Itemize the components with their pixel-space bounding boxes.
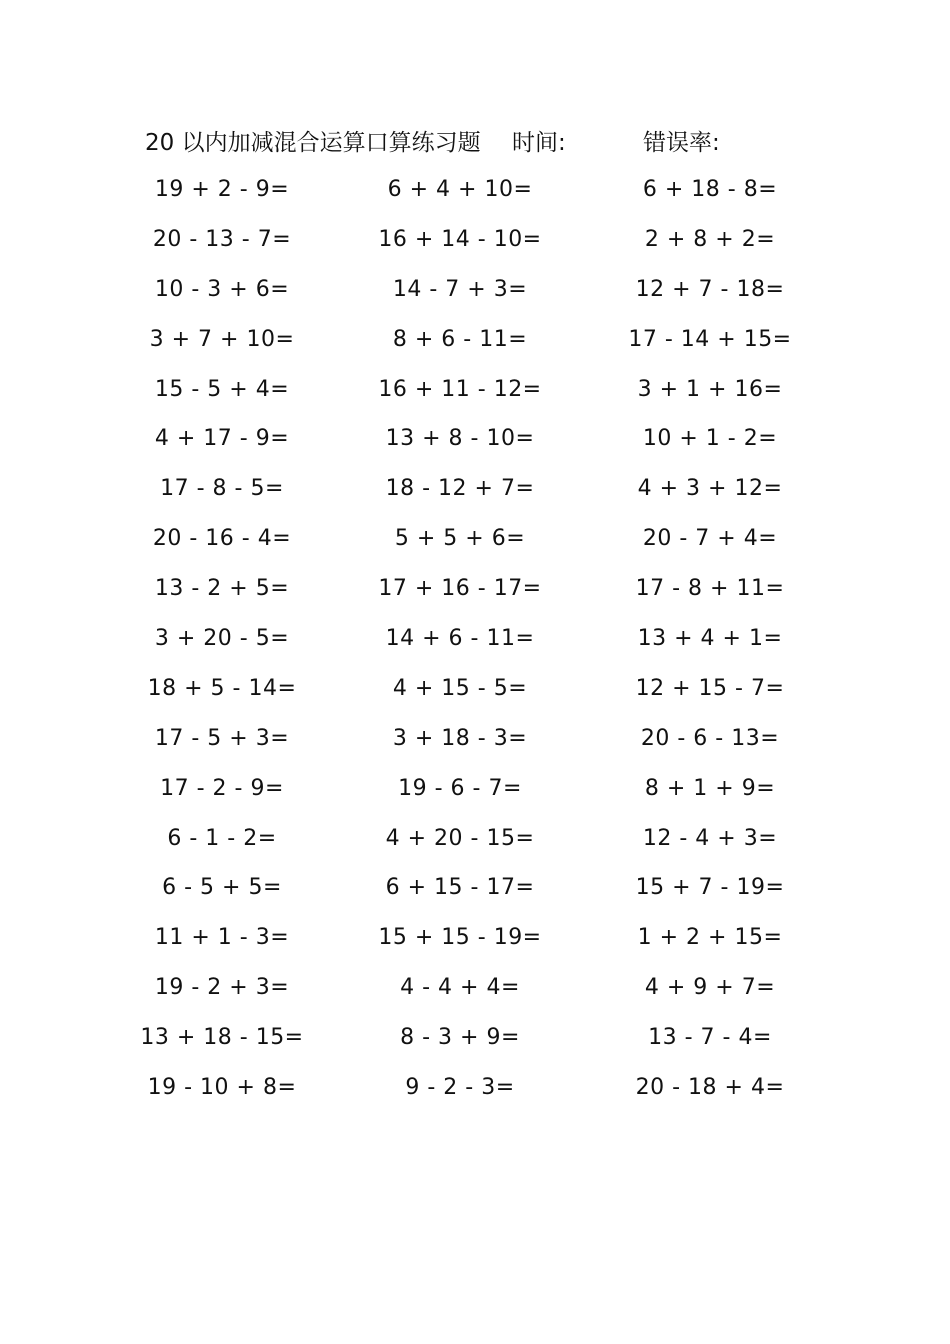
arithmetic-problem: 12 - 4 + 3= bbox=[642, 825, 778, 851]
arithmetic-problem: 6 - 5 + 5= bbox=[162, 875, 282, 901]
arithmetic-problem: 10 + 1 - 2= bbox=[642, 426, 778, 452]
arithmetic-problem: 20 - 16 - 4= bbox=[152, 526, 292, 552]
arithmetic-problem: 12 + 15 - 7= bbox=[635, 675, 785, 701]
arithmetic-problem: 15 - 5 + 4= bbox=[154, 376, 290, 402]
arithmetic-problem: 13 + 4 + 1= bbox=[637, 626, 783, 652]
problem-row bbox=[0, 715, 950, 765]
arithmetic-problem: 17 - 8 + 11= bbox=[635, 576, 785, 602]
arithmetic-problem: 4 - 4 + 4= bbox=[400, 975, 520, 1001]
arithmetic-problem: 6 + 15 - 17= bbox=[385, 875, 535, 901]
arithmetic-problem: 14 - 7 + 3= bbox=[392, 276, 528, 302]
arithmetic-problem: 16 + 14 - 10= bbox=[378, 226, 542, 252]
arithmetic-problem: 8 - 3 + 9= bbox=[400, 1025, 520, 1051]
arithmetic-problem: 20 - 6 - 13= bbox=[640, 725, 780, 751]
problem-row bbox=[0, 415, 950, 465]
problem-row bbox=[0, 665, 950, 715]
problem-row bbox=[0, 1064, 950, 1114]
arithmetic-problem: 13 + 8 - 10= bbox=[385, 426, 535, 452]
arithmetic-problem: 8 + 1 + 9= bbox=[644, 775, 776, 801]
arithmetic-problem: 6 - 1 - 2= bbox=[167, 825, 277, 851]
arithmetic-problem: 18 - 12 + 7= bbox=[385, 476, 535, 502]
arithmetic-problem: 19 - 6 - 7= bbox=[398, 775, 522, 801]
problem-row bbox=[0, 166, 950, 216]
arithmetic-problem: 8 + 6 - 11= bbox=[392, 326, 528, 352]
problem-row bbox=[0, 914, 950, 964]
worksheet-header bbox=[0, 124, 950, 164]
arithmetic-problem: 1 + 2 + 15= bbox=[637, 925, 783, 951]
arithmetic-problem: 15 + 15 - 19= bbox=[378, 925, 542, 951]
arithmetic-problem: 20 - 7 + 4= bbox=[642, 526, 778, 552]
problem-row bbox=[0, 864, 950, 914]
arithmetic-problem: 18 + 5 - 14= bbox=[147, 675, 297, 701]
time-label: 时间: bbox=[512, 130, 566, 156]
arithmetic-problem: 19 - 2 + 3= bbox=[154, 975, 290, 1001]
arithmetic-problem: 2 + 8 + 2= bbox=[644, 226, 776, 252]
arithmetic-problem: 10 - 3 + 6= bbox=[154, 276, 290, 302]
arithmetic-problem: 16 + 11 - 12= bbox=[378, 376, 542, 402]
arithmetic-problem: 13 - 2 + 5= bbox=[154, 576, 290, 602]
problem-row bbox=[0, 465, 950, 515]
arithmetic-problem: 17 - 2 - 9= bbox=[160, 775, 284, 801]
arithmetic-problem: 4 + 3 + 12= bbox=[637, 476, 783, 502]
arithmetic-problem: 3 + 7 + 10= bbox=[149, 326, 295, 352]
arithmetic-problem: 19 - 10 + 8= bbox=[147, 1075, 297, 1101]
problem-row bbox=[0, 515, 950, 565]
arithmetic-problem: 9 - 2 - 3= bbox=[405, 1075, 515, 1101]
arithmetic-problem: 12 + 7 - 18= bbox=[635, 276, 785, 302]
arithmetic-problem: 3 + 20 - 5= bbox=[154, 626, 290, 652]
arithmetic-problem: 6 + 18 - 8= bbox=[642, 177, 778, 202]
problem-row bbox=[0, 366, 950, 416]
error-rate-label: 错误率: bbox=[643, 130, 720, 156]
arithmetic-problem: 13 + 18 - 15= bbox=[140, 1025, 304, 1051]
worksheet-title: 20 以内加减混合运算口算练习题 bbox=[145, 130, 481, 156]
arithmetic-problem: 4 + 9 + 7= bbox=[644, 975, 776, 1001]
problem-row bbox=[0, 316, 950, 366]
problem-grid bbox=[0, 166, 950, 1114]
problem-row bbox=[0, 964, 950, 1014]
problem-row bbox=[0, 765, 950, 815]
arithmetic-problem: 14 + 6 - 11= bbox=[385, 626, 535, 652]
arithmetic-problem: 19 + 2 - 9= bbox=[154, 177, 290, 202]
arithmetic-problem: 11 + 1 - 3= bbox=[154, 925, 290, 951]
problem-row bbox=[0, 266, 950, 316]
arithmetic-problem: 15 + 7 - 19= bbox=[635, 875, 785, 901]
problem-row bbox=[0, 615, 950, 665]
arithmetic-problem: 4 + 17 - 9= bbox=[154, 426, 290, 452]
problem-row bbox=[0, 1014, 950, 1064]
arithmetic-problem: 5 + 5 + 6= bbox=[394, 526, 526, 552]
problem-row bbox=[0, 216, 950, 266]
problem-row bbox=[0, 565, 950, 615]
problem-row bbox=[0, 815, 950, 865]
arithmetic-problem: 20 - 18 + 4= bbox=[635, 1075, 785, 1101]
arithmetic-problem: 20 - 13 - 7= bbox=[152, 226, 292, 252]
arithmetic-problem: 3 + 18 - 3= bbox=[392, 725, 528, 751]
arithmetic-problem: 4 + 15 - 5= bbox=[392, 675, 528, 701]
arithmetic-problem: 17 - 14 + 15= bbox=[628, 326, 792, 352]
arithmetic-problem: 17 + 16 - 17= bbox=[378, 576, 542, 602]
arithmetic-problem: 17 - 5 + 3= bbox=[154, 725, 290, 751]
arithmetic-problem: 6 + 4 + 10= bbox=[387, 177, 533, 202]
arithmetic-problem: 17 - 8 - 5= bbox=[160, 476, 284, 502]
arithmetic-problem: 13 - 7 - 4= bbox=[648, 1025, 772, 1051]
arithmetic-problem: 3 + 1 + 16= bbox=[637, 376, 783, 402]
arithmetic-problem: 4 + 20 - 15= bbox=[385, 825, 535, 851]
